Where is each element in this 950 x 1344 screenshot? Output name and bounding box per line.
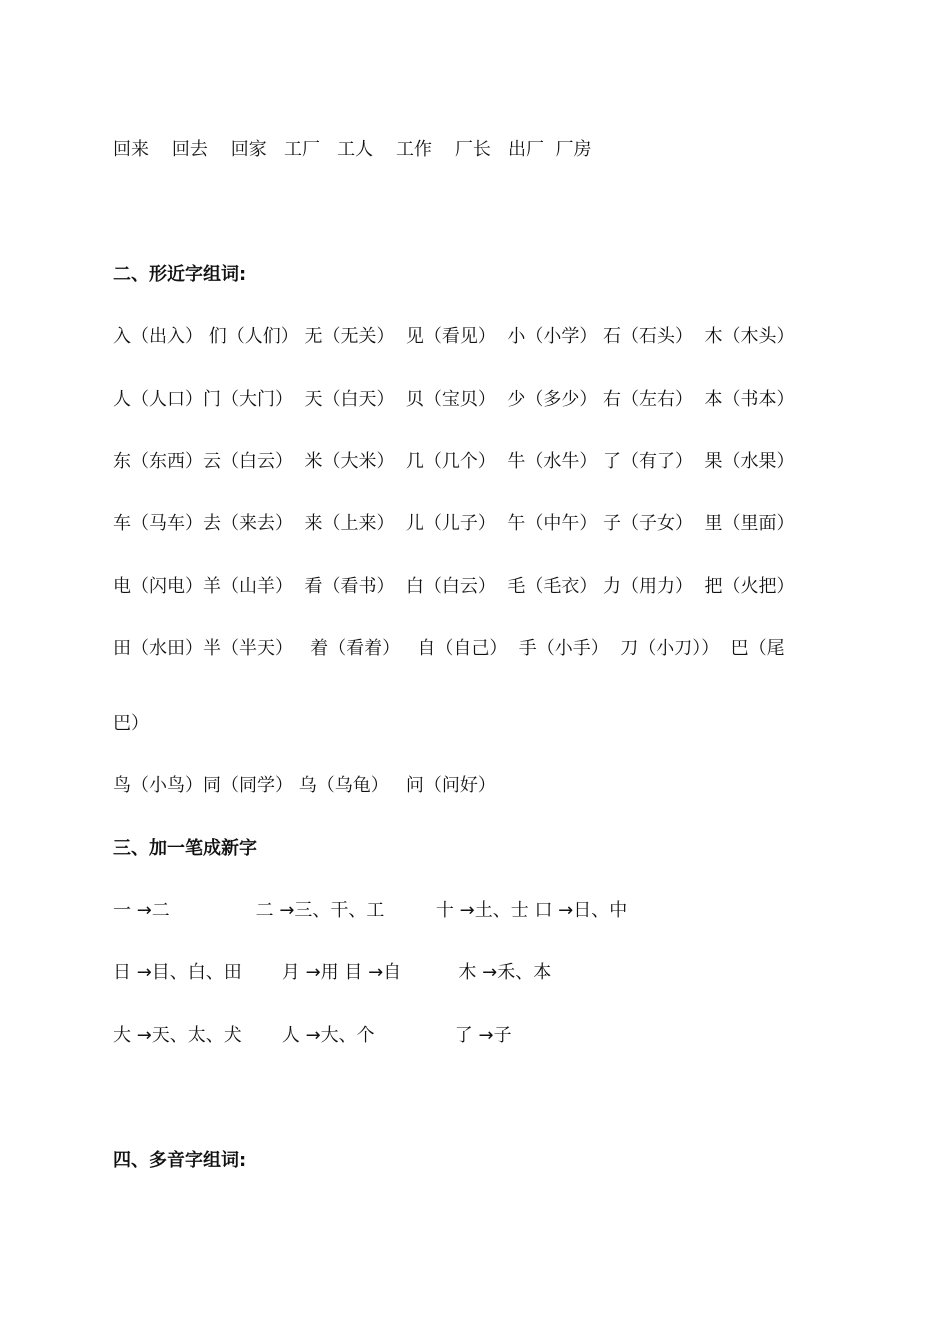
- section2-row-6: 田（水田）半（半天） 着（看着） 自（自己） 手（小手） 刀（小刀）） 巴（尾: [113, 638, 785, 659]
- section2-row-2: 人（人口）门（大门） 天（白天） 贝（宝贝） 少（多少） 右（左右） 本（书本）: [113, 389, 795, 410]
- section2-heading: 二、形近字组词:: [113, 264, 247, 285]
- section2-row-1: 入（出入） 们（人们） 无（无关） 见（看见） 小（小学） 石（石头） 木（木头）: [113, 326, 795, 347]
- section3-row-1: 一 →二 二 →三、干、工 十 →土、士 口 →日、中: [113, 900, 628, 921]
- section4-heading: 四、多音字组词:: [113, 1150, 247, 1171]
- section2-row-3: 东（东西）云（白云） 米（大米） 几（几个） 牛（水牛） 了（有了） 果（水果）: [113, 451, 795, 472]
- section2-row-5: 电（闪电）羊（山羊） 看（看书） 白（白云） 毛（毛衣） 力（用力） 把（火把）: [113, 576, 795, 597]
- section3-row-3: 大 →天、太、犬 人 →大、个 了 →子: [113, 1025, 512, 1046]
- intro-word-line: 回来 回去 回家 工厂 工人 工作 厂长 出厂 厂房: [113, 139, 592, 160]
- section2-row-4: 车（马车）去（来去） 来（上来） 儿（儿子） 午（中午） 子（子女） 里（里面）: [113, 513, 795, 534]
- section3-row-2: 日 →目、白、田 月 →用 目 →自 木 →禾、本: [113, 962, 552, 983]
- section2-row-8: 鸟（小鸟）同（同学） 乌（乌龟） 问（问好）: [113, 775, 496, 796]
- section2-row-7: 巴）: [113, 713, 149, 734]
- section3-heading: 三、加一笔成新字: [113, 838, 257, 859]
